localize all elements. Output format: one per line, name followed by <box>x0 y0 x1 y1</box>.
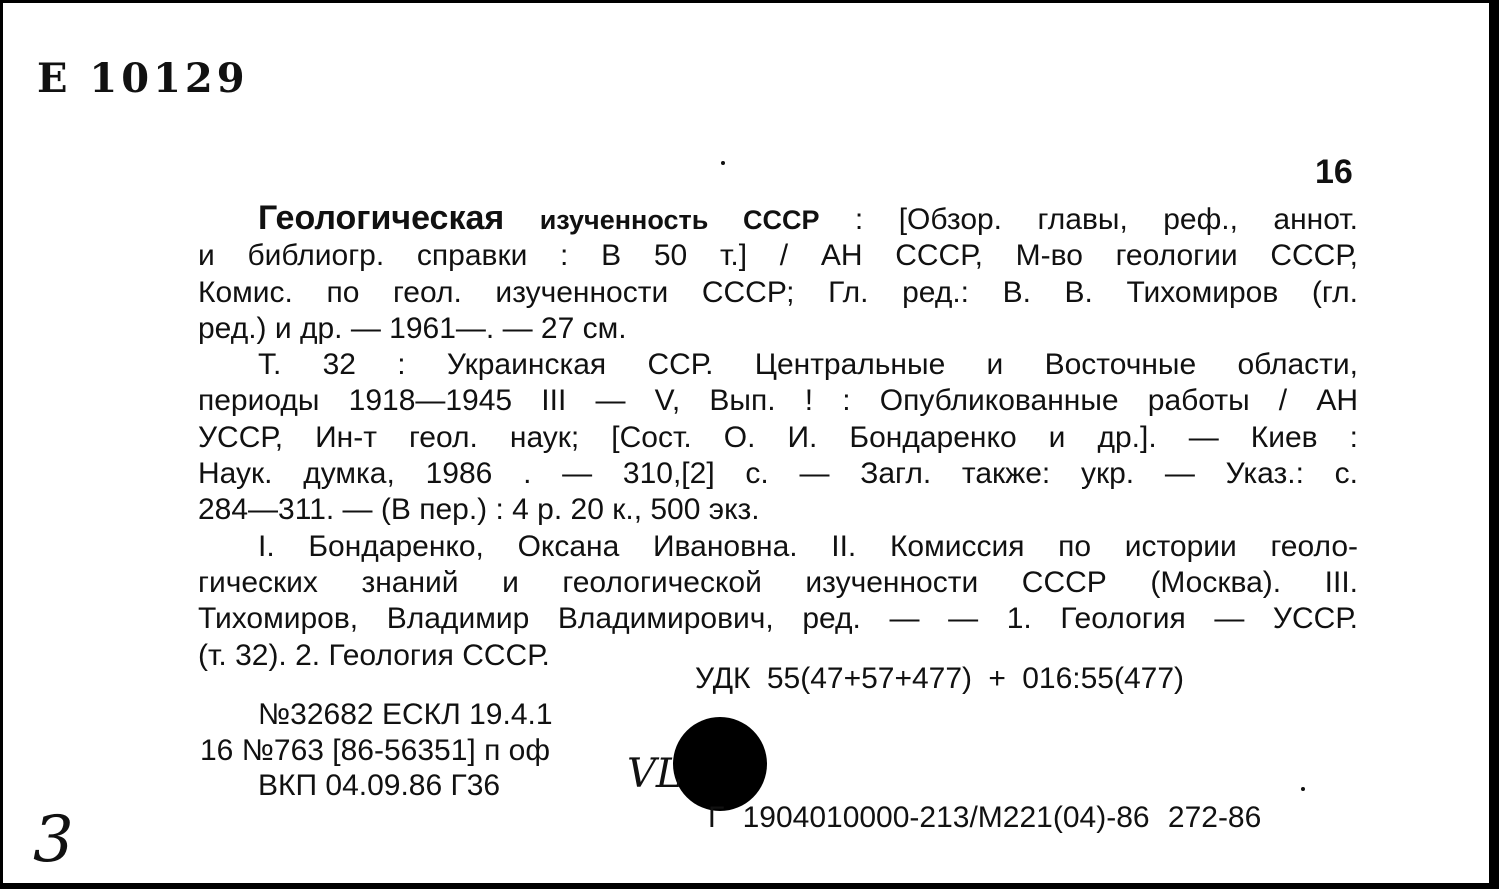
handwritten-initials: VL <box>627 751 683 797</box>
title-continuation: изученность СССР <box>539 205 820 235</box>
main-text-line: ред.) и др. — 1961—. — 27 см. <box>198 311 627 345</box>
title-line <box>198 200 1358 238</box>
isbn-code: Г 1904010000-213/М221(04)-86 272-86 <box>708 801 1262 834</box>
tracing-line: гических знаний и геологической изученности СССР (Москва). III. <box>198 565 1358 599</box>
main-text-line: и библиогр. справки : В 50 т.] / АН СССР, М-во геологии СССР, <box>198 239 1358 273</box>
catalog-card <box>3 3 1495 883</box>
card-number: 16 <box>1315 153 1353 191</box>
volume-line: Т. 32 : Украинская ССР. Центральные и Восточные области, <box>258 348 1358 382</box>
title-details: : [Обзор. главы, реф., аннот. <box>819 203 1358 236</box>
tracing-line: (т. 32). 2. Геология СССР. <box>198 638 550 672</box>
tracing-line: Тихомиров, Владимир Владимирович, ред. — — 1. Геология — УССР. <box>198 602 1358 636</box>
volume-line: Наук. думка, 1986 . — 310,[2] с. — Загл. также: укр. — Указ.: с. <box>198 457 1358 491</box>
udk-code: УДК 55(47+57+477) + 016:55(477) <box>695 662 1184 695</box>
ink-stamp <box>673 717 767 811</box>
title-word: Геологическая <box>258 199 505 237</box>
handwritten-number: 3 <box>33 803 74 877</box>
inventory-mark: Е 10129 <box>37 55 249 102</box>
registration-line: ВКП 04.09.86 Г36 <box>258 769 501 802</box>
main-text-line: Комис. по геол. изученности СССР; Гл. ред.: В. В. Тихомиров (гл. <box>198 275 1358 309</box>
tracing-line: I. Бондаренко, Оксана Ивановна. II. Комиссия по истории геоло- <box>258 529 1358 563</box>
card-body <box>198 200 1358 674</box>
registration-line: 16 №763 [86-56351] п оф <box>200 734 551 767</box>
registration-line: №32682 ЕСКЛ 19.4.1 <box>258 698 553 731</box>
volume-line: УССР, Ин-т геол. наук; [Сост. О. И. Бондаренко и др.]. — Киев : <box>198 420 1358 454</box>
speck <box>1301 787 1305 791</box>
volume-line: 284—311. — (В пер.) : 4 р. 20 к., 500 экз. <box>198 493 760 527</box>
volume-line: периоды 1918—1945 III — V, Вып. ! : Опубликованные работы / АН <box>198 384 1358 418</box>
speck <box>721 161 725 165</box>
